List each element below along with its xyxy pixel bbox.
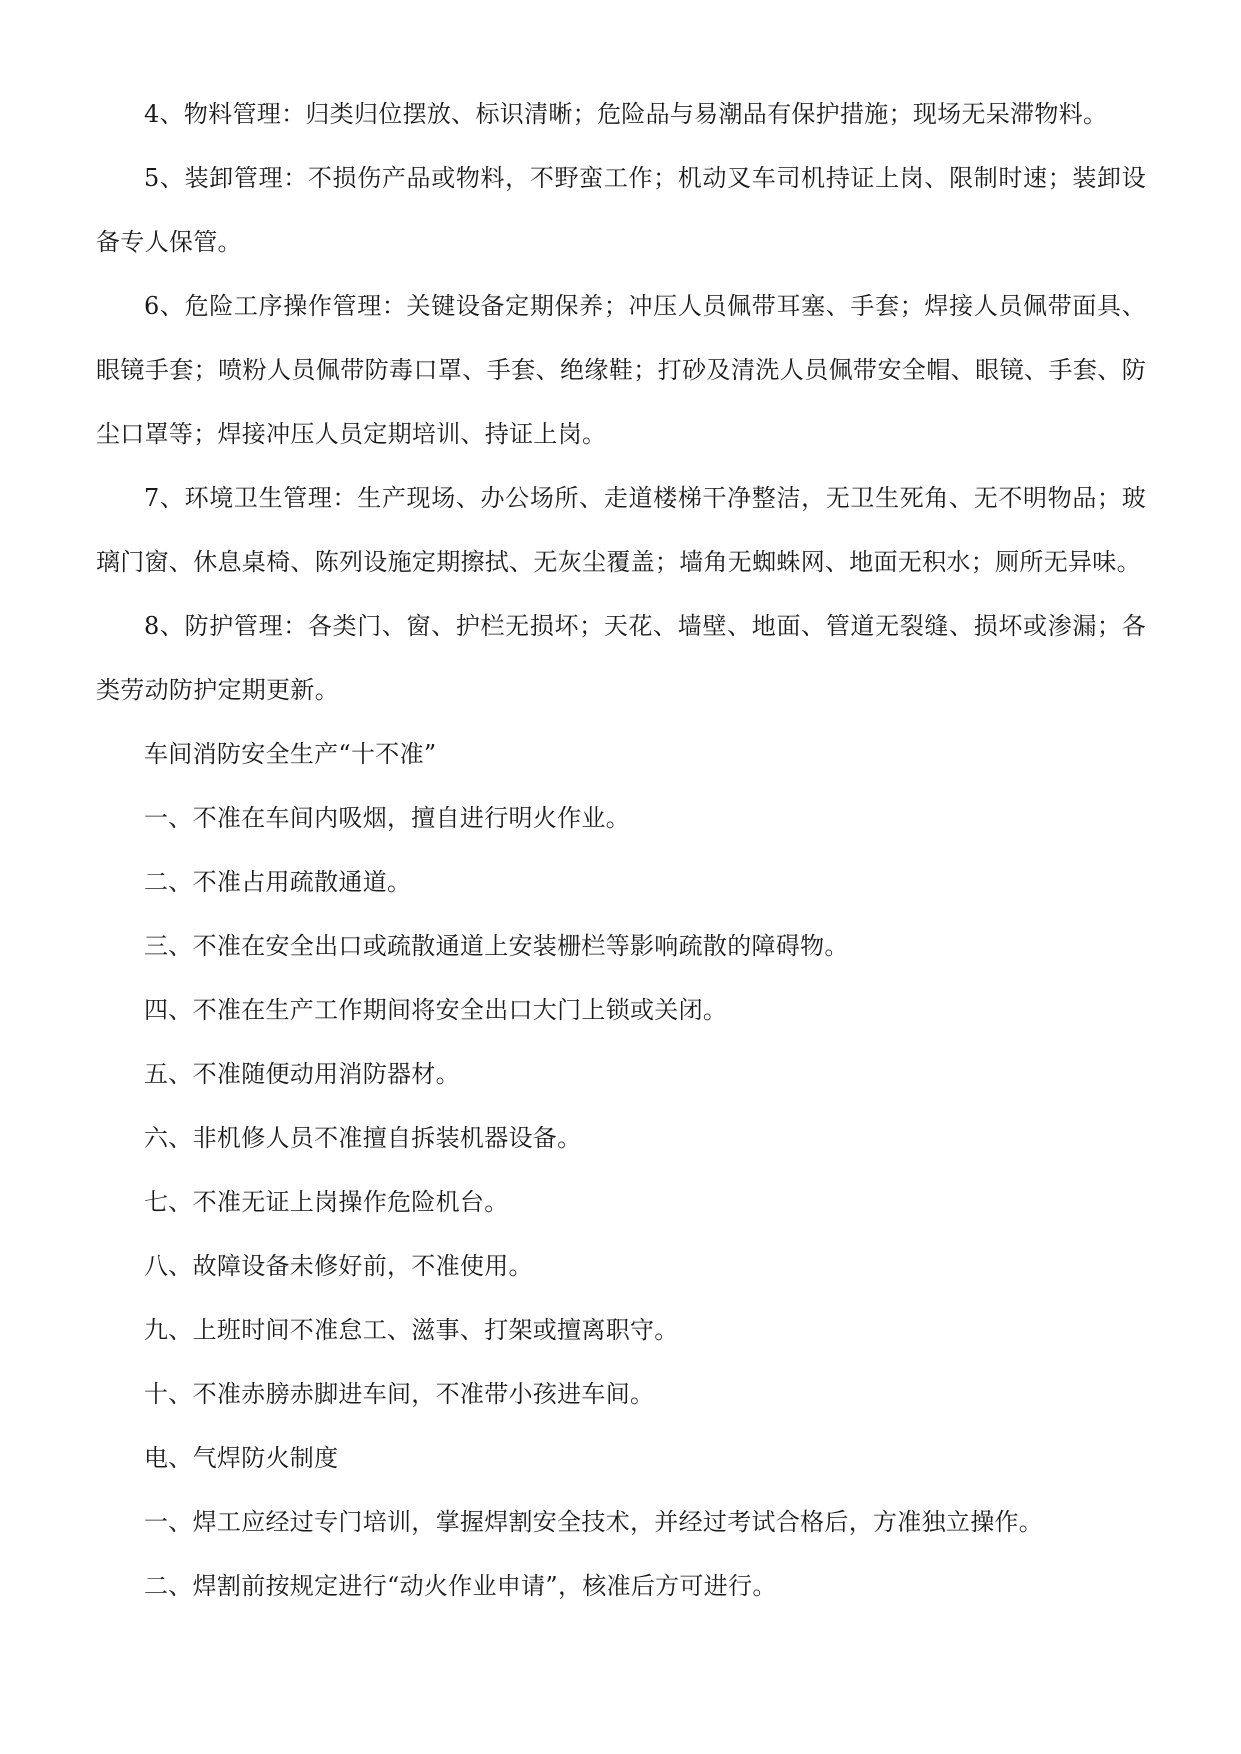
welding-rule-2: 二、焊割前按规定进行“动火作业申请”，核准后方可进行。 — [144, 1572, 777, 1600]
environment-hygiene-paragraph: 7、环境卫生管理：生产现场、办公场所、走道楼梯干净整洁，无卫生死角、无不明物品；玻璃门窗、休息桌椅、陈列设施定期擦拭、无灰尘覆盖；墙角无蜘蛛网、地面无积水；厕所无异味。 — [96, 484, 1146, 576]
document-page — [96, 82, 1146, 1618]
hazardous-process-paragraph: 6、危险工序操作管理：关键设备定期保养；冲压人员佩带耳塞、手套；焊接人员佩带面具、眼镜手套；喷粉人员佩带防毒口罩、手套、绝缘鞋；打砂及清洗人员佩带安全帽、眼镜、手套、防尘口罩等；焊接冲压人员定期培训、持证上岗。 — [96, 292, 1146, 448]
welding-rule-1: 一、焊工应经过专门培训，掌握焊割安全技术，并经过考试合格后，方准独立操作。 — [144, 1508, 1044, 1536]
prohibition-item-8: 八、故障设备未修好前，不准使用。 — [144, 1252, 533, 1280]
section-heading-welding-fire-rules: 电、气焊防火制度 — [144, 1444, 339, 1472]
prohibition-item-2: 二、不准占用疏散通道。 — [144, 868, 412, 896]
prohibition-item-1: 一、不准在车间内吸烟，擅自进行明火作业。 — [144, 804, 630, 832]
prohibition-item-10: 十、不准赤膀赤脚进车间，不准带小孩进车间。 — [144, 1380, 655, 1408]
prohibition-item-3: 三、不准在安全出口或疏散通道上安装栅栏等影响疏散的障碍物。 — [144, 932, 849, 960]
protection-management-paragraph: 8、防护管理：各类门、窗、护栏无损坏；天花、墙壁、地面、管道无裂缝、损坏或渗漏；各类劳动防护定期更新。 — [96, 612, 1146, 704]
material-management-paragraph: 4、物料管理：归类归位摆放、标识清晰；危险品与易潮品有保护措施；现场无呆滞物料。 — [144, 100, 1108, 128]
section-heading-ten-prohibitions: 车间消防安全生产“十不准” — [144, 740, 437, 768]
loading-management-paragraph: 5、装卸管理：不损伤产品或物料，不野蛮工作；机动叉车司机持证上岗、限制时速；装卸设备专人保管。 — [96, 164, 1146, 256]
prohibition-item-6: 六、非机修人员不准擅自拆装机器设备。 — [144, 1124, 582, 1152]
prohibition-item-4: 四、不准在生产工作期间将安全出口大门上锁或关闭。 — [144, 996, 728, 1024]
prohibition-item-7: 七、不准无证上岗操作危险机台。 — [144, 1188, 509, 1216]
prohibition-item-5: 五、不准随便动用消防器材。 — [144, 1060, 460, 1088]
prohibition-item-9: 九、上班时间不准怠工、滋事、打架或擅离职守。 — [144, 1316, 679, 1344]
